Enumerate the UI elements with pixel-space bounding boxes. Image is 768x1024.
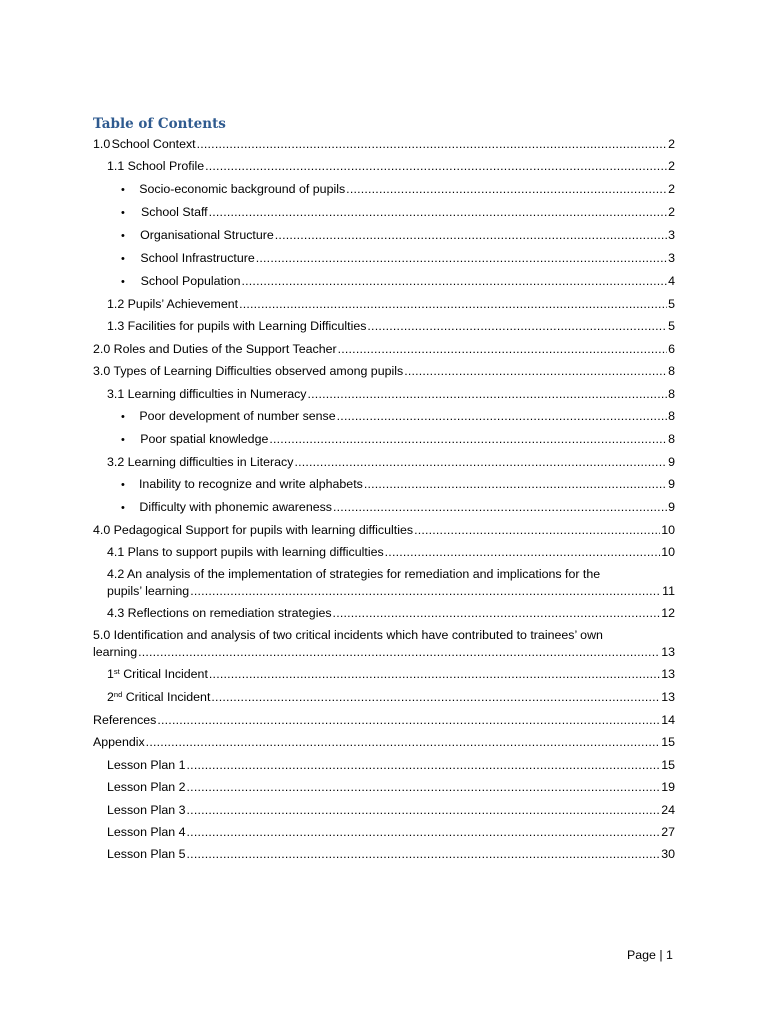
page-number: 15 bbox=[661, 758, 675, 772]
bullet-icon: • bbox=[121, 207, 125, 219]
page-number: 15 bbox=[661, 735, 675, 749]
toc-entry[interactable] bbox=[93, 499, 675, 517]
toc-entry[interactable] bbox=[93, 544, 675, 561]
dot-leader bbox=[187, 846, 661, 863]
page-number: 8 bbox=[668, 364, 675, 378]
toc-entry-text-continued: pupils’ learning bbox=[107, 584, 190, 598]
page-number: 5 bbox=[668, 297, 675, 311]
page-number: 11 bbox=[662, 584, 675, 598]
toc-entry[interactable] bbox=[93, 296, 675, 313]
toc-entry-text: 3.2 Learning difficulties in Literacy bbox=[107, 455, 294, 469]
dot-leader bbox=[239, 296, 667, 313]
section-number: 1.0 bbox=[93, 137, 111, 151]
toc-entry[interactable] bbox=[93, 566, 675, 600]
page-number: 4 bbox=[668, 274, 675, 288]
page-number: 9 bbox=[668, 500, 675, 514]
dot-leader bbox=[242, 273, 668, 290]
page-number: 2 bbox=[668, 205, 675, 219]
page-number: 13 bbox=[661, 667, 675, 681]
page-number: 9 bbox=[668, 477, 675, 491]
toc-entry[interactable] bbox=[93, 273, 675, 291]
toc-entry-text: 1.3 Facilities for pupils with Learning Difficulties bbox=[107, 319, 367, 333]
dot-leader bbox=[414, 522, 660, 539]
ordinal-suffix: nd bbox=[113, 690, 123, 699]
page-number: 8 bbox=[668, 409, 675, 423]
page-number: 2 bbox=[668, 137, 675, 151]
toc-entry-text: Lesson Plan 4 bbox=[107, 825, 186, 839]
toc-entry[interactable] bbox=[93, 712, 675, 729]
toc-entry[interactable] bbox=[93, 363, 675, 380]
toc-entry-text: Poor spatial knowledge bbox=[140, 432, 269, 446]
page-number: 13 bbox=[661, 690, 675, 704]
toc-entry-text: 3.1 Learning difficulties in Numeracy bbox=[107, 387, 307, 401]
dot-leader bbox=[209, 666, 660, 683]
toc-entry[interactable] bbox=[93, 454, 675, 471]
toc-entry-text: 5.0 Identification and analysis of two critical incidents which have contributed to trainees’ own bbox=[93, 628, 603, 642]
toc-entry-text: Difficulty with phonemic awareness bbox=[139, 500, 332, 514]
toc-entry[interactable] bbox=[93, 341, 675, 358]
toc-entry[interactable] bbox=[93, 386, 675, 403]
toc-entry-text bbox=[107, 666, 208, 683]
dot-leader bbox=[209, 204, 667, 221]
toc-entry-text: Lesson Plan 5 bbox=[107, 847, 186, 861]
toc-entry-text: Socio-economic background of pupils bbox=[139, 182, 346, 196]
toc-entry[interactable] bbox=[93, 802, 675, 819]
page-footer-number: Page | 1 bbox=[627, 948, 673, 962]
dot-leader bbox=[269, 431, 667, 448]
dot-leader bbox=[404, 363, 667, 380]
toc-entry[interactable] bbox=[93, 824, 675, 841]
toc-entry-text: 1.1 School Profile bbox=[107, 159, 205, 173]
dot-leader bbox=[187, 779, 661, 796]
toc-entry[interactable] bbox=[93, 846, 675, 863]
toc-entry-text: Organisational Structure bbox=[140, 228, 274, 242]
page-number: 24 bbox=[661, 803, 675, 817]
dot-leader bbox=[197, 136, 667, 153]
toc-entry-text: School Context bbox=[111, 137, 196, 151]
toc-entry[interactable] bbox=[93, 522, 675, 539]
toc-entry[interactable] bbox=[93, 779, 675, 796]
toc-entry-text: Lesson Plan 3 bbox=[107, 803, 186, 817]
toc-entry[interactable] bbox=[93, 757, 675, 774]
bullet-icon: • bbox=[121, 276, 125, 288]
dot-leader bbox=[308, 386, 668, 403]
toc-entry-text: 4.1 Plans to support pupils with learning difficulties bbox=[107, 545, 384, 559]
bullet-icon: • bbox=[121, 253, 125, 265]
dot-leader bbox=[364, 476, 667, 493]
dot-leader bbox=[367, 318, 667, 335]
ordinal-number: 1 bbox=[107, 667, 114, 681]
toc-entry-text: 4.2 An analysis of the implementation of strategies for remediation and implications for the bbox=[107, 567, 601, 581]
dot-leader bbox=[138, 644, 660, 661]
page-number: 27 bbox=[661, 825, 675, 839]
page-number: 5 bbox=[668, 319, 675, 333]
dot-leader bbox=[385, 544, 661, 561]
toc-entry-text-continued: learning bbox=[93, 645, 138, 659]
toc-entry-text: References bbox=[93, 713, 157, 727]
toc-title: Table of Contents bbox=[93, 116, 226, 132]
dot-leader bbox=[338, 341, 667, 358]
dot-leader bbox=[337, 408, 667, 425]
dot-leader bbox=[294, 454, 667, 471]
toc-entry-text: Appendix bbox=[93, 735, 145, 749]
dot-leader bbox=[205, 158, 667, 175]
toc-entry-text: 4.3 Reflections on remediation strategies bbox=[107, 606, 332, 620]
dot-leader bbox=[187, 802, 661, 819]
dot-leader bbox=[157, 712, 660, 729]
toc-entry[interactable] bbox=[93, 318, 675, 335]
toc-entry[interactable] bbox=[93, 158, 675, 175]
page-number: 8 bbox=[668, 432, 675, 446]
toc-entry[interactable] bbox=[93, 181, 675, 199]
toc-entry-text: 3.0 Types of Learning Difficulties observed among pupils bbox=[93, 364, 404, 378]
toc-entry[interactable] bbox=[93, 627, 675, 661]
bullet-icon: • bbox=[121, 411, 125, 423]
page-number: 19 bbox=[661, 780, 675, 794]
bullet-icon: • bbox=[121, 230, 125, 242]
toc-entry[interactable] bbox=[93, 250, 675, 268]
toc-entry[interactable] bbox=[93, 689, 675, 706]
ordinal-suffix: st bbox=[113, 667, 120, 676]
toc-entry[interactable] bbox=[93, 431, 675, 449]
ordinal-number: 2 bbox=[107, 690, 114, 704]
page-number: 13 bbox=[661, 645, 675, 659]
toc-entry-text: Poor development of number sense bbox=[139, 409, 336, 423]
page-number: 10 bbox=[661, 523, 675, 537]
dot-leader bbox=[256, 250, 667, 267]
page-number: 14 bbox=[661, 713, 675, 727]
toc-entry-text: School Staff bbox=[141, 205, 208, 219]
page-number: 8 bbox=[668, 387, 675, 401]
toc-entry[interactable] bbox=[93, 204, 675, 222]
toc-entry-text: 1.2 Pupils’ Achievement bbox=[107, 297, 239, 311]
page-number: 2 bbox=[668, 159, 675, 173]
incident-label: Critical Incident bbox=[122, 690, 211, 704]
bullet-icon: • bbox=[121, 479, 125, 491]
toc-entry-text: School Infrastructure bbox=[140, 251, 255, 265]
dot-leader bbox=[333, 499, 667, 516]
dot-leader bbox=[146, 734, 661, 751]
dot-leader bbox=[187, 757, 661, 774]
page-number: 9 bbox=[668, 455, 675, 469]
toc-entry[interactable] bbox=[93, 227, 675, 245]
bullet-icon: • bbox=[121, 502, 125, 514]
toc-entry-text: Lesson Plan 1 bbox=[107, 758, 186, 772]
toc-entry[interactable] bbox=[93, 666, 675, 683]
toc-entry[interactable] bbox=[93, 408, 675, 426]
toc-entry[interactable] bbox=[93, 734, 675, 751]
page-number: 12 bbox=[661, 606, 675, 620]
toc-entry-text: School Population bbox=[140, 274, 241, 288]
dot-leader bbox=[190, 583, 661, 600]
page-number: 10 bbox=[661, 545, 675, 559]
toc-entry-text: Inability to recognize and write alphabets bbox=[138, 477, 363, 491]
dot-leader bbox=[275, 227, 667, 244]
dot-leader bbox=[346, 181, 667, 198]
bullet-icon: • bbox=[121, 434, 125, 446]
page-number: 3 bbox=[668, 251, 675, 265]
toc-entry[interactable] bbox=[93, 605, 675, 622]
dot-leader bbox=[333, 605, 661, 622]
toc-entry-text: 4.0 Pedagogical Support for pupils with learning difficulties bbox=[93, 523, 414, 537]
dot-leader bbox=[187, 824, 661, 841]
page-number: 2 bbox=[668, 182, 675, 196]
bullet-icon: • bbox=[121, 184, 125, 196]
dot-leader bbox=[211, 689, 660, 706]
page-number: 3 bbox=[668, 228, 675, 242]
page-number: 30 bbox=[661, 847, 675, 861]
toc-entry[interactable] bbox=[93, 136, 675, 153]
toc-entry[interactable] bbox=[93, 476, 675, 494]
toc-entry-text: Lesson Plan 2 bbox=[107, 780, 186, 794]
page-number: 6 bbox=[668, 342, 675, 356]
toc-entry-text: 2.0 Roles and Duties of the Support Teacher bbox=[93, 342, 337, 356]
incident-label: Critical Incident bbox=[119, 667, 208, 681]
toc-entry-text bbox=[107, 689, 210, 706]
